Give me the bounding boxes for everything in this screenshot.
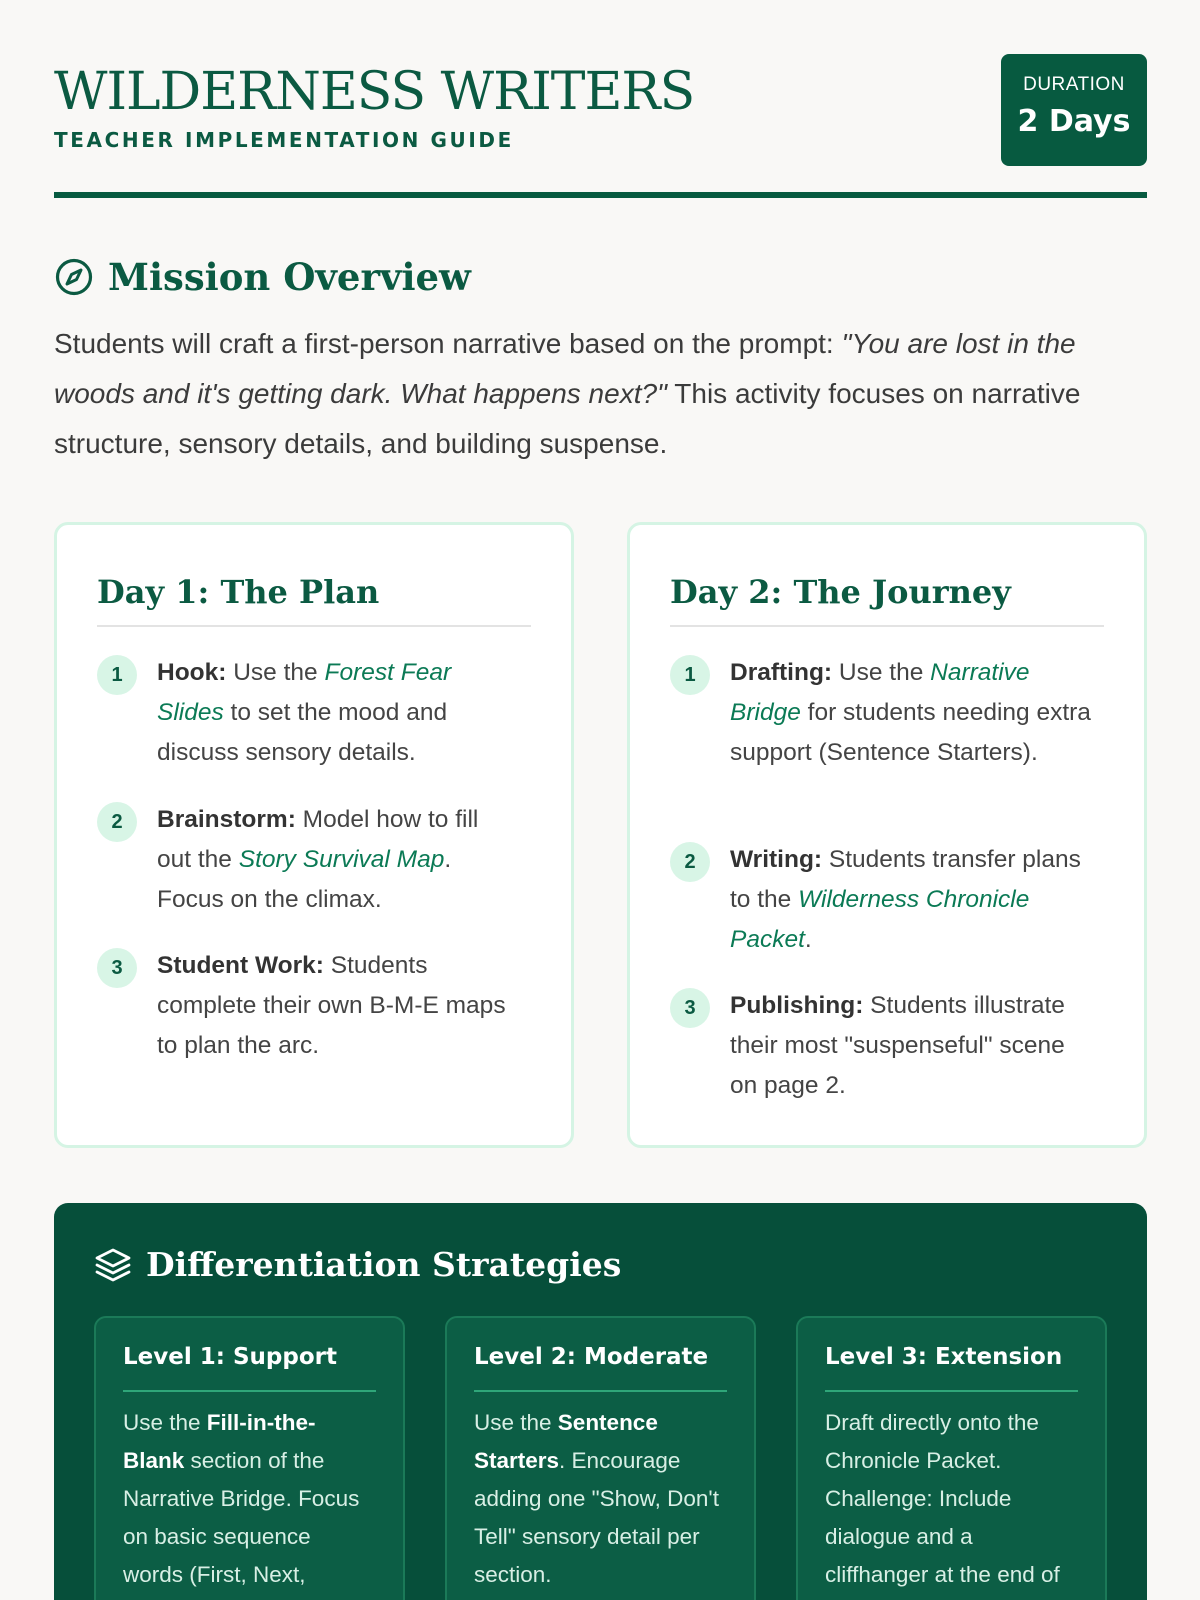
day-1-divider (97, 625, 531, 627)
day-1-title: Day 1: The Plan (97, 573, 380, 611)
implementation-guide (54, 0, 1147, 1587)
step-text (730, 653, 1092, 773)
level-divider (123, 1390, 376, 1392)
level-text-bold: Sentence Starters (474, 1410, 658, 1473)
step-number-badge: 3 (97, 948, 137, 988)
step-text-pre: Students complete their own B-M-E maps to plan the arc. (157, 952, 506, 1059)
step-text-pre: Students transfer plans to the (730, 846, 1081, 913)
step-lead: Brainstorm: (157, 806, 296, 833)
step-number-badge: 1 (670, 655, 710, 695)
step-text-post: for students needing extra support (Sentence Starters). (730, 699, 1091, 766)
level-text-pre: Use the (123, 1410, 207, 1435)
step-text (157, 946, 519, 1066)
step-text-post: . (804, 926, 812, 953)
level-2-card (445, 1316, 756, 1600)
day-2-title: Day 2: The Journey (670, 573, 1011, 611)
resource-name: Story Survival Map (238, 846, 445, 873)
day-1-step-2 (97, 800, 537, 920)
step-number-badge: 2 (97, 802, 137, 842)
level-description (825, 1404, 1075, 1594)
step-lead: Writing: (730, 846, 823, 873)
step-text-post: to set the mood and discuss sensory details. (157, 699, 448, 766)
step-text (730, 840, 1092, 960)
step-text-pre: Students illustrate their most "suspenseful" scene on page 2. (730, 992, 1065, 1099)
page-title: WILDERNESS WRITERS (54, 62, 695, 122)
day-1-card (54, 522, 574, 1148)
mission-text-outro: This activity focuses on narrative structure, sensory details, and building suspense. (54, 378, 1081, 459)
step-lead: Hook: (157, 659, 227, 686)
level-1-card (94, 1316, 405, 1600)
mission-text-intro: Students will craft a first-person narrative based on the prompt: (54, 328, 842, 359)
level-description (123, 1404, 373, 1594)
day-2-step-2 (670, 840, 1110, 960)
step-text-pre: Use the (226, 659, 325, 686)
step-lead: Publishing: (730, 992, 864, 1019)
level-text-post: section of the Narrative Bridge. Focus on basic sequence words (First, Next, (123, 1448, 360, 1587)
duration-badge (1001, 54, 1147, 166)
step-lead: Drafting: (730, 659, 833, 686)
step-text (730, 986, 1092, 1106)
layers-icon (94, 1246, 132, 1284)
day-1-step-3 (97, 946, 537, 1066)
mission-heading (54, 255, 471, 299)
level-title: Level 1: Support (123, 1344, 337, 1370)
level-title: Level 2: Moderate (474, 1344, 709, 1370)
level-text-pre: Draft directly onto the Chronicle Packet. Challenge: Include dialogue and a cliffhanger at the end of (825, 1410, 1060, 1587)
header-divider (54, 192, 1147, 198)
compass-icon (54, 257, 94, 297)
header (54, 0, 1147, 200)
mission-prompt-quote: "You are lost in the woods and it's getting dark. What happens next?" (54, 328, 1076, 409)
level-text-post: . Encourage adding one "Show, Don't Tell" sensory detail per section. (474, 1448, 719, 1587)
resource-name: Narrative Bridge (730, 659, 1030, 726)
day-1-step-1 (97, 653, 537, 773)
mission-title: Mission Overview (108, 255, 471, 299)
step-text-post: . Focus on the climax. (157, 846, 452, 913)
differentiation-heading (94, 1245, 621, 1284)
day-2-step-3 (670, 986, 1110, 1106)
level-description (474, 1404, 724, 1594)
step-text (157, 653, 519, 773)
duration-label: DURATION (1023, 74, 1125, 95)
differentiation-title: Differentiation Strategies (146, 1245, 622, 1284)
mission-description (54, 319, 1147, 469)
level-text-pre: Use the (474, 1410, 558, 1435)
step-text-pre: Use the (832, 659, 931, 686)
page-subtitle: TEACHER IMPLEMENTATION GUIDE (54, 128, 514, 152)
day-2-step-1 (670, 653, 1110, 773)
step-text-pre: Model how to fill out the (157, 806, 479, 873)
duration-value: 2 Days (1017, 104, 1131, 139)
day-2-card (627, 522, 1147, 1148)
day-2-divider (670, 625, 1104, 627)
step-number-badge: 2 (670, 842, 710, 882)
step-text (157, 800, 519, 920)
level-divider (474, 1390, 727, 1392)
differentiation-panel (54, 1203, 1147, 1600)
resource-name: Wilderness Chronicle Packet (730, 886, 1030, 953)
level-3-card (796, 1316, 1107, 1600)
level-divider (825, 1390, 1078, 1392)
level-text-bold: Fill-in-the-Blank (123, 1410, 316, 1473)
resource-name: Forest Fear Slides (157, 659, 452, 726)
step-number-badge: 1 (97, 655, 137, 695)
step-lead: Student Work: (157, 952, 324, 979)
level-title: Level 3: Extension (825, 1344, 1063, 1370)
step-number-badge: 3 (670, 988, 710, 1028)
